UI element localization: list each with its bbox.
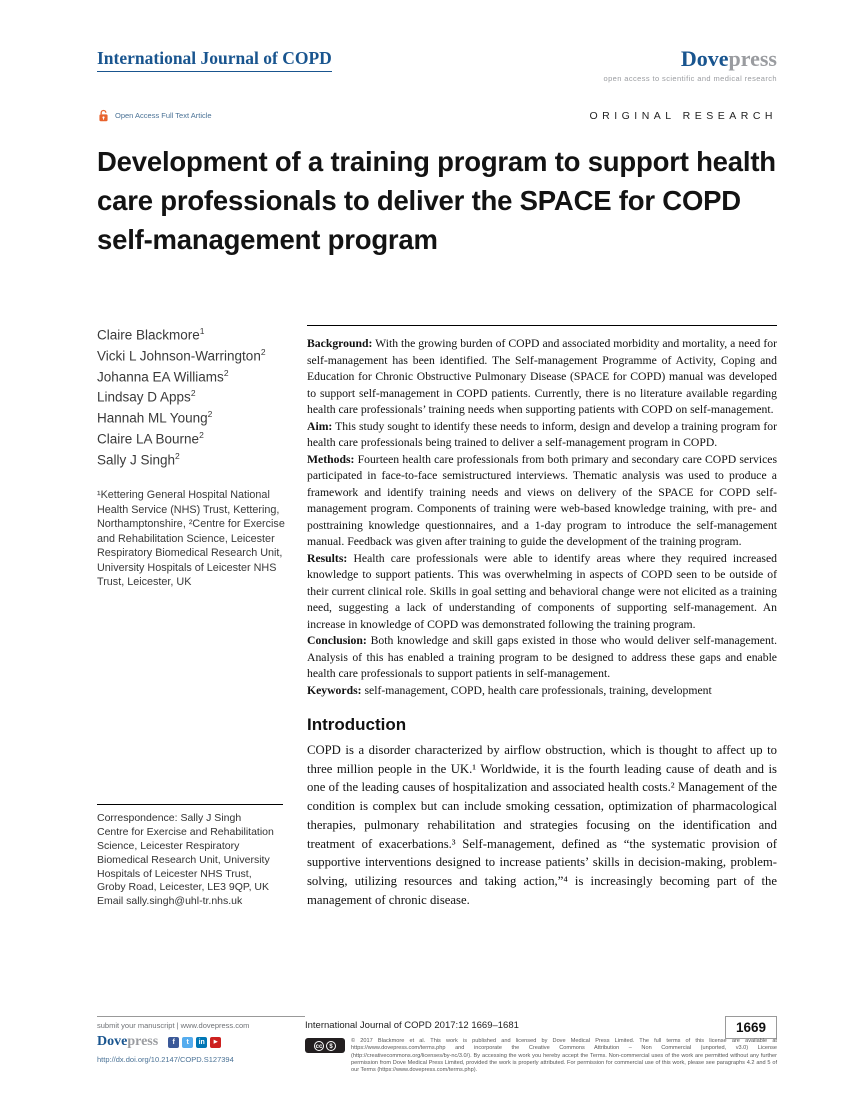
article-type-label: ORIGINAL RESEARCH <box>589 109 777 122</box>
cc-license-icon <box>305 1038 345 1053</box>
abstract-keywords <box>307 683 777 700</box>
abstract-conclusion <box>307 633 777 683</box>
author-name: Vicki L Johnson-Warrington$^2$ <box>97 346 266 364</box>
author-affiliation-mark: 2 <box>260 346 266 357</box>
open-access-icon <box>97 109 110 122</box>
abstract-label: Background: <box>307 337 373 351</box>
abstract-methods <box>307 452 777 551</box>
abstract-label: Keywords: <box>307 683 362 697</box>
footer-dovepress-logo <box>97 1035 158 1049</box>
abstract-text: Both knowledge and skill gaps existed in those who would deliver self-management. Analysis of this has enabled a training program to be designed to address these gaps and enable health care professionals to support patients in self-management. <box>307 634 777 681</box>
author-name: Lindsay D Apps$^2$ <box>97 388 196 405</box>
page-content <box>97 0 777 909</box>
abstract-text: self-management, COPD, health care professionals, training, development <box>364 683 712 697</box>
author-affiliation-mark: 2 <box>190 388 196 399</box>
dove-text: Dove <box>680 46 729 71</box>
abstract-text: Health care professionals were able to identify areas where they required increased knowledge to support patients. This was overwhelming in aspects of COPD seen to be outside of their current clinical role. Skills in goal setting and behavioral change were not elicited as a training need, suggesting a lack of understanding of components of supporting self-management. An increase in knowledge of COPD was demonstrated following the training program. <box>307 551 778 631</box>
abstract-label: Methods: <box>307 452 355 466</box>
right-column <box>307 325 777 909</box>
journal-citation: International Journal of COPD 2017:12 1669–1681 <box>305 1020 519 1031</box>
twitter-icon[interactable]: t <box>182 1037 193 1048</box>
introduction-paragraph: COPD is a disorder characterized by airflow obstruction, which is thought to affect up to three million people in the UK.¹ Worldwide, it is the fourth leading cause of death and is one of the leading causes of hospitalization and associated health costs.² Management of the condition is complex but can include smoking cessation, optimization of pharmacological therapies, pulmonary rehabilitation and strategies focusing on the identification and treatment of exacerbations.³ Self-management, defined as “the systematic provision of supportive interventions designed to increase patients’ skills in decision-making, problem-solving, utilizing resources and taking action,”⁴ is increasingly becoming part of the management of chronic disease. <box>307 743 777 907</box>
copyright-text: © 2017 Blackmore et al. This work is published and licensed by Dove Medical Press Limited. The full terms of this license are available at https://www.dovepress.com/terms.php and incorporate the Creative Commons Attribution – Non Commercial (unported, v3.0) License (http://creativecommons.org/licenses/by-nc/3.0/). By accessing the work you hereby accept the Terms. Non-commercial uses of the work are permitted without any further permission from Dove Medical Press Limited, provided the work is properly attributed. For permission for commercial use of this work, please see paragraphs 4.2 and 5 of our Terms (https://www.dovepress.com/terms.php). <box>351 1038 777 1074</box>
author-affiliation-mark: 2 <box>207 409 213 420</box>
introduction-heading: Introduction <box>307 715 407 735</box>
abstract-text: With the growing burden of COPD and associated morbidity and mortality, a need for self-management has been identified. The Self-management Programme of Activity, Coping and Education for Chronic Obstructive Pulmonary Disease (SPACE for COPD) manual was developed to support self-management in COPD patients. Currently, there is no literature available regarding health care professionals’ training needs when supporting patients with COPD on self-management. <box>307 337 777 417</box>
article-body <box>97 325 777 909</box>
press-text: press <box>127 1034 159 1049</box>
footer-left-block <box>97 1016 305 1064</box>
abstract-text: Fourteen health care professionals from both primary and secondary care COPD services participated in face-to-face semistructured interviews. Thematic analysis was used to produce a framework and identify training needs and views on delivery of the SPACE for COPD self-management program. Components of training were web-based knowledge training, with pre- and posttraining knowledge questionnaires, and a 1-day program to introduce the self-management manual. Feedback was given after training to guide the development of the training program. <box>307 452 778 549</box>
author-name: Sally J Singh$^2$ <box>97 450 180 468</box>
dovepress-brand <box>604 48 777 83</box>
article-title: Development of a training program to support health care professionals to deliver the SPACE for COPD self-management program <box>97 146 776 256</box>
footer-brand-row <box>97 1035 305 1049</box>
author-name: Claire LA Bourne$^2$ <box>97 429 204 447</box>
open-access-row <box>97 109 777 122</box>
correspondence-block <box>97 804 283 909</box>
dove-text: Dove <box>97 1034 128 1049</box>
author-name: Claire Blackmore$^1$ <box>97 326 205 343</box>
authors-list <box>97 325 289 470</box>
press-text: press <box>728 46 777 71</box>
author-affiliation-mark: 1 <box>199 326 205 337</box>
dovepress-logo <box>604 48 777 70</box>
correspondence-line: Correspondence: Sally J Singh <box>97 812 242 825</box>
correspondence-email[interactable]: Email sally.singh@uhl-tr.nhs.uk <box>97 895 243 908</box>
brand-tagline: open access to scientific and medical research <box>603 74 777 83</box>
youtube-icon[interactable]: ▶ <box>210 1037 221 1048</box>
facebook-icon[interactable]: f <box>168 1037 179 1048</box>
abstract-results <box>307 551 777 634</box>
page-header <box>97 0 777 83</box>
abstract-section <box>307 325 777 699</box>
open-access-group <box>97 109 212 122</box>
abstract-label: Conclusion: <box>307 634 367 648</box>
social-icons-row <box>168 1037 221 1048</box>
linkedin-icon[interactable]: in <box>196 1037 207 1048</box>
abstract-aim <box>307 419 777 452</box>
author-affiliation-mark: 2 <box>223 367 229 378</box>
submit-manuscript-link[interactable]: submit your manuscript | www.dovepress.com <box>97 1021 250 1030</box>
abstract-text: This study sought to identify these needs to inform, design and develop a training program for health care professionals being trained to deliver a self-management program in COPD. <box>307 419 777 450</box>
left-column <box>97 325 289 909</box>
doi-link[interactable]: http://dx.doi.org/10.2147/COPD.S127394 <box>97 1055 234 1064</box>
cc-circle-glyph: cc <box>314 1041 324 1051</box>
journal-title: International Journal of COPD <box>97 48 332 72</box>
cc-nc-glyph: $ <box>326 1041 336 1051</box>
open-access-label: Open Access Full Text Article <box>115 111 212 120</box>
author-affiliation-mark: 2 <box>175 450 180 461</box>
abstract-background <box>307 336 777 419</box>
author-name: Hannah ML Young$^2$ <box>97 409 213 426</box>
author-affiliation-mark: 2 <box>199 429 204 440</box>
correspondence-address: Centre for Exercise and Rehabilitation Science, Leicester Respiratory Biomedical Research Unit, University Hospitals of Leicester NHS Trust, Groby Road, Leicester, LE3 9QP, UK <box>97 826 274 894</box>
copyright-block <box>305 1038 777 1074</box>
abstract-label: Aim: <box>307 419 333 433</box>
author-name: Johanna EA Williams$^2$ <box>97 367 229 385</box>
abstract-label: Results: <box>307 551 348 565</box>
page-number: 1669 <box>725 1016 777 1039</box>
affiliations-text: ¹Kettering General Hospital National Health Service (NHS) Trust, Kettering, Northamptonshire, ²Centre for Exercise and Rehabilitation Science, Leicester Respiratory Biomedical Research Unit, University Hospitals of Leicester NHS Trust, Leicester, UK <box>97 489 285 589</box>
